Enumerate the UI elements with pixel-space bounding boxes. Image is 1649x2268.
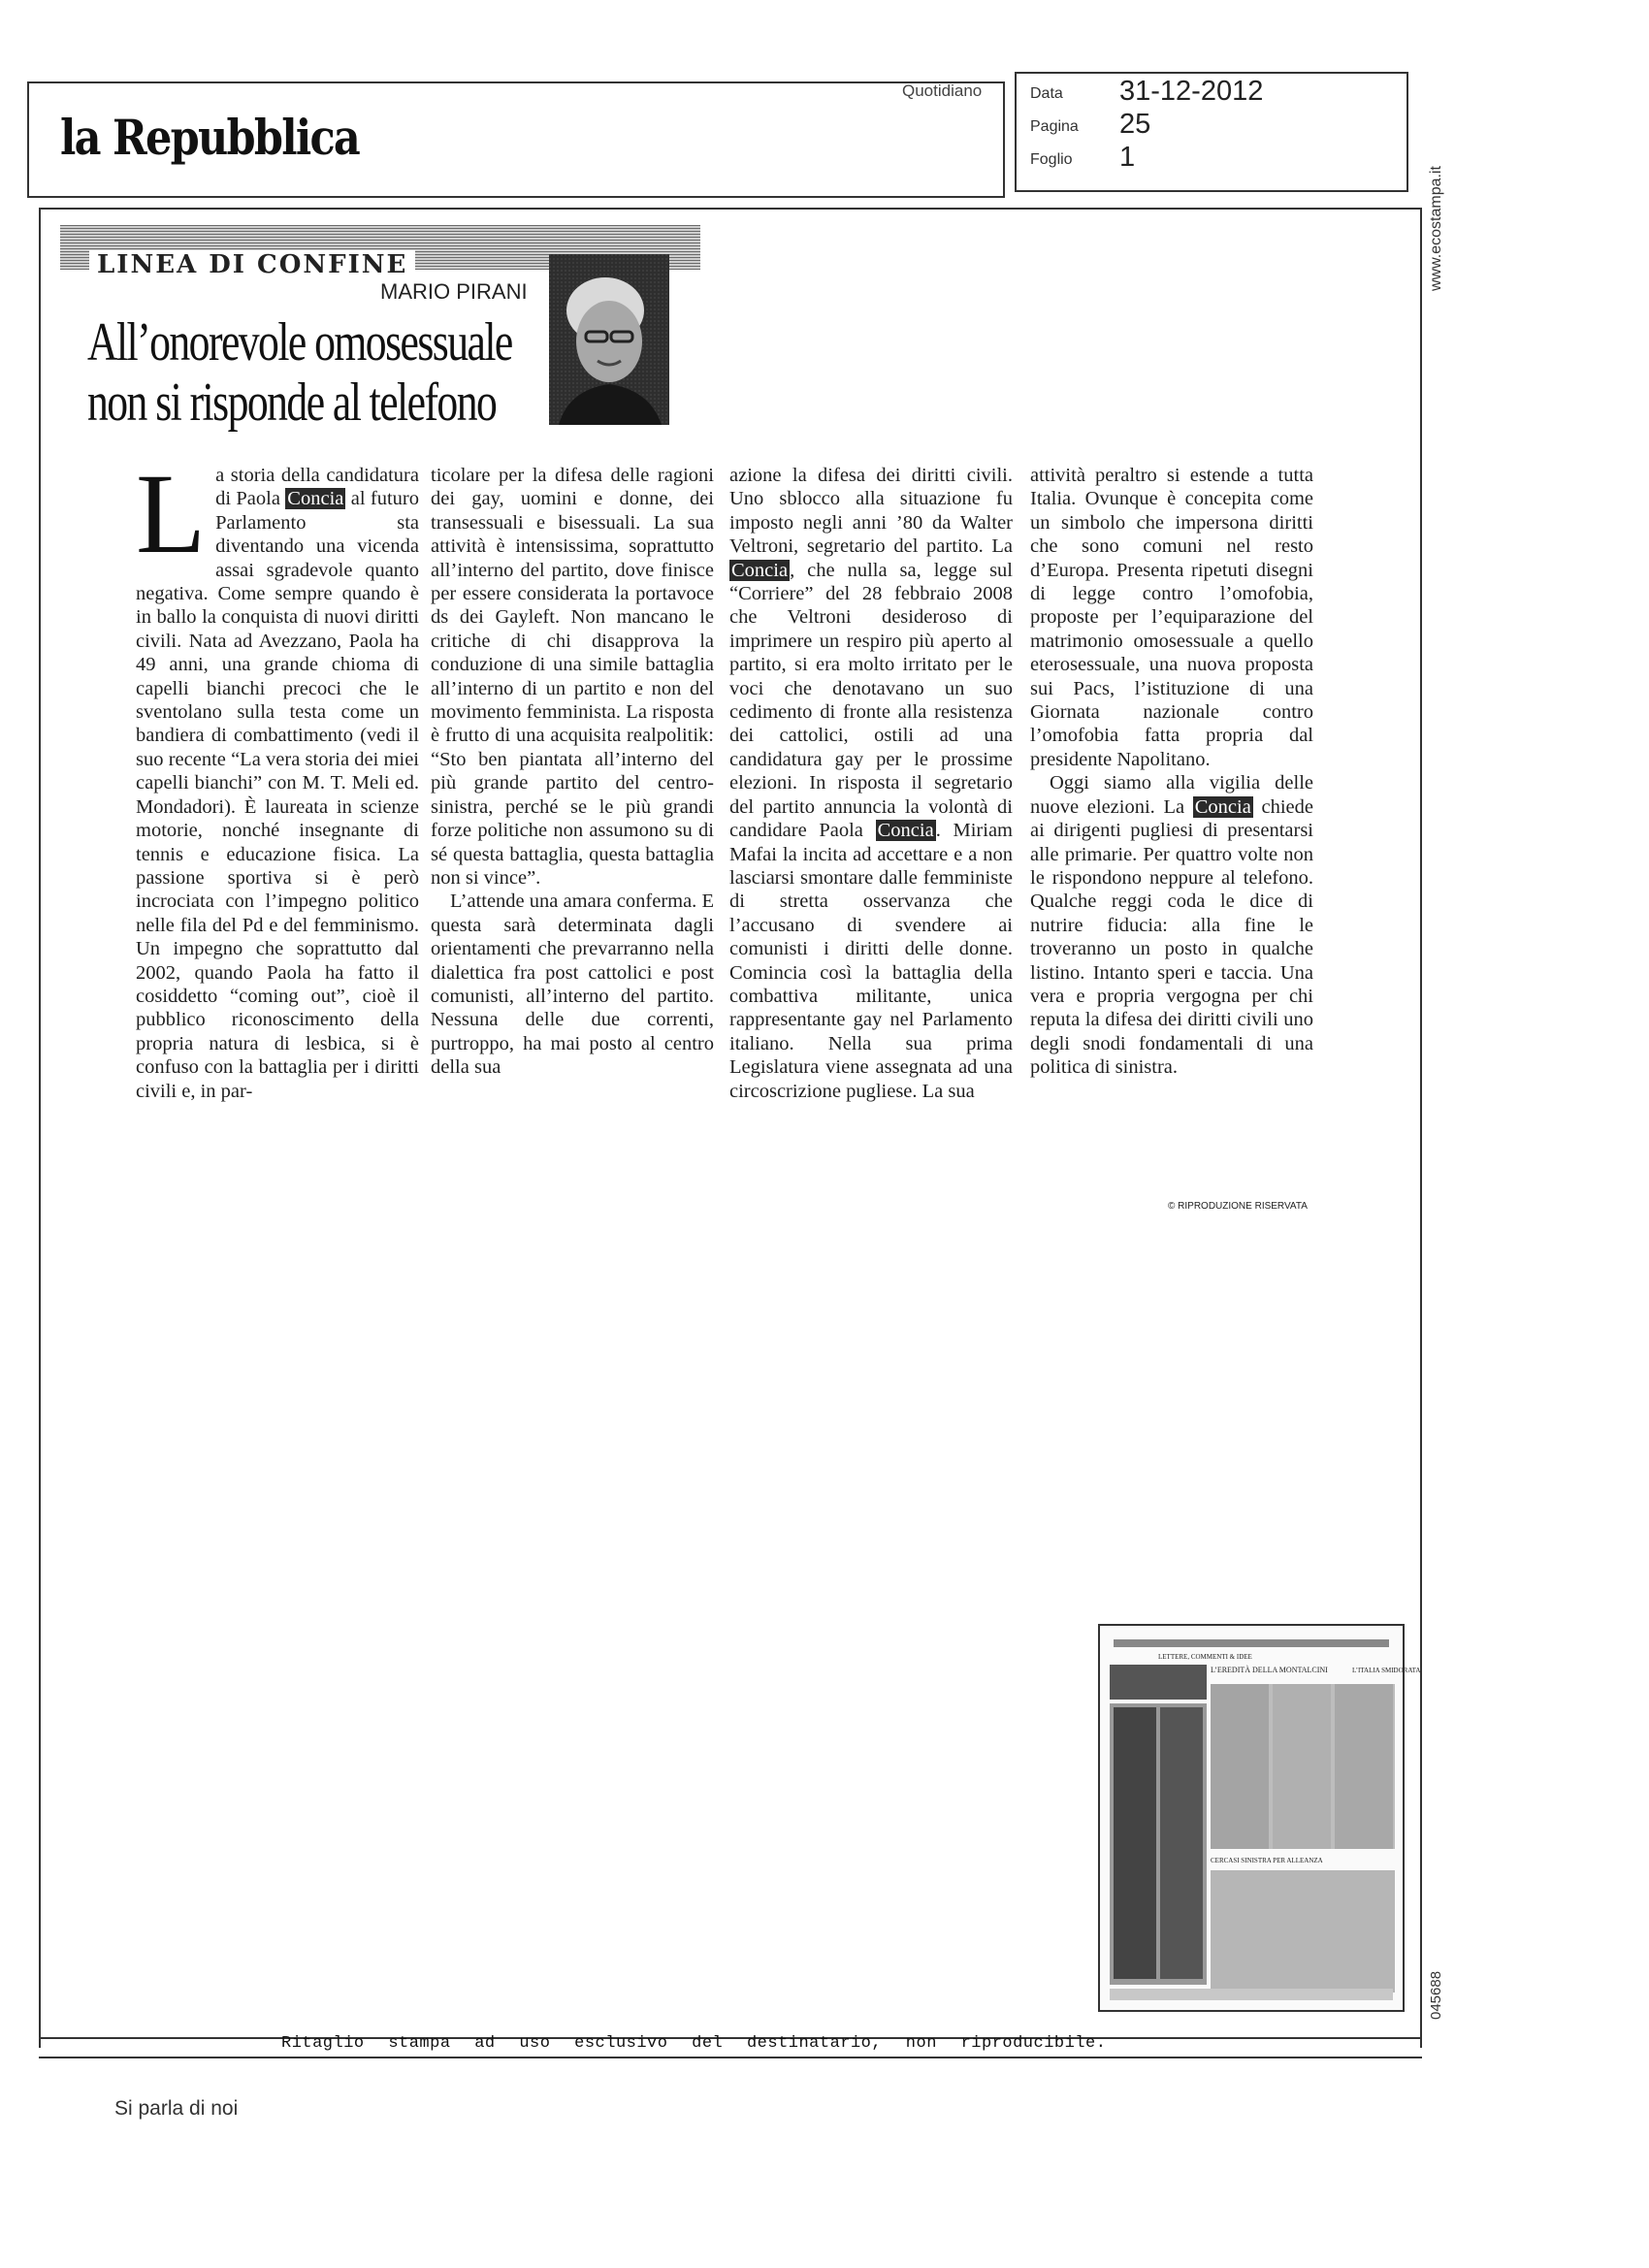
article-column-3: [729, 464, 1013, 1103]
thumbnail-headline-b: L’ITALIA SMIDORATA: [1352, 1667, 1421, 1674]
paragraph: La storia della candidatura di Paola Concia al futuro Parlamento sta diventando una vicenda assai sgradevole quanto negativa. Come sempre quando è in ballo la conquista di nuovi diritti civili. Nata ad Avezzano, Paola ha 49 anni, una grande chioma di capelli bianchi precoci che le sventolano sulla testa come un bandiera di combattimento (vedi il suo recente “La vera storia dei miei capelli bianchi” con M. T. Meli ed. Mondadori). È laureata in scienze motorie, nonché insegnante di tennis e educazione fisica. La passione sportiva si è però incrociata con l’impegno politico nelle fila del Pd e del femminismo. Un impegno che soprattutto dal 2002, quando Paola ha fatto il cosiddetto “coming out”, cioè il pubblico riconoscimento della propria natura di lesbica, si è confuso con la battaglia per i diritti civili e, in par-: [136, 450, 419, 1102]
publication-type: Quotidiano: [902, 81, 983, 100]
thumbnail-headline-c: CERCASI SINISTRA PER ALLEANZA: [1211, 1857, 1323, 1864]
paragraph: ticolare per la difesa delle ragioni dei gay, uomini e donne, dei transessuali e bisessuali. La sua attività è intensissima, soprattutto all’interno del partito, dove finisce per essere considerata la portavoce ds dei Gayleft. Non mancano le critiche di chi disapprova la conduzione di una simile battaglia all’interno di un partito e non del movimento femminista. La risposta è frutto di una acquisita realpolitik: “Sto ben piantata all’interno del più grande partito del centro-sinistra, perché se le più grandi forze politiche non assumono su di sé questa battaglia, questa battaglia non si vince”.: [431, 465, 714, 889]
thumbnail-headline-a: L’EREDITÀ DELLA MONTALCINI: [1211, 1666, 1328, 1674]
foglio-label: Foglio: [1030, 151, 1073, 168]
newspaper-masthead: la Repubblica: [60, 109, 360, 166]
drop-cap: L: [136, 450, 207, 577]
thumbnail-page-image: [1100, 1626, 1421, 2010]
article-column-4: [1030, 464, 1313, 1080]
rubric-title: LINEA DI CONFINE: [89, 250, 415, 279]
author-portrait: [549, 254, 669, 425]
side-url: www.ecostampa.it: [1428, 166, 1444, 291]
thumbnail-section-label: LETTERE, COMMENTI & IDEE: [1158, 1653, 1252, 1661]
highlighted-name: Concia: [877, 820, 934, 842]
highlighted-name: Concia: [1194, 795, 1251, 818]
headline: [87, 312, 512, 433]
article-column-1: [136, 450, 419, 1103]
pagina-label: Pagina: [1030, 118, 1079, 135]
author-name: MARIO PIRANI: [380, 279, 528, 304]
foglio-value: 1: [1119, 142, 1136, 173]
paragraph: Oggi siamo alla vigilia delle nuove elezioni. La Concia chiede ai dirigenti pugliesi di presentarsi alle primarie. Per quattro volte non le rispondono neppure al telefono. Qualche reggi coda le dice di nutrire fiducia: alla fine le troveranno un posto in qualche listino. Intanto speri e taccia. Una vera e propria vergogna per chi reputa la difesa dei diritti civili uno degli snodi fondamentali di una politica di sinistra.: [1030, 772, 1313, 1079]
headline-line-2: non si risponde al telefono: [87, 373, 497, 433]
article-column-2: [431, 464, 714, 1080]
page-thumbnail: [1098, 1624, 1421, 2012]
clip-notice: Ritaglio stampa ad uso esclusivo del destinatario, non riproducibile.: [281, 2034, 1107, 2053]
highlighted-name: Concia: [731, 559, 789, 581]
highlighted-name: Concia: [287, 488, 344, 510]
copyright-notice: © RIPRODUZIONE RISERVATA: [1168, 1201, 1308, 1212]
headline-line-1: All’onorevole omosessuale: [87, 312, 512, 373]
pagina-value: 25: [1119, 109, 1151, 140]
footer-label: Si parla di noi: [114, 2097, 239, 2120]
side-code: 045688: [1428, 1970, 1444, 2020]
paragraph: L’attende una amara conferma. E questa sarà determinata dagli orientamenti che prevarranno nella dialettica fra post cattolici e post comunisti, all’interno del partito. Nessuna delle due correnti, purtroppo, ha mai posto al centro della sua: [431, 891, 714, 1079]
data-value: 31-12-2012: [1119, 76, 1264, 107]
data-label: Data: [1030, 85, 1063, 102]
portrait-image: [549, 254, 669, 425]
paragraph: attività peraltro si estende a tutta Italia. Ovunque è concepita come un simbolo che impersona diritti che sono comuni nel resto d’Europa. Presenta ripetuti disegni di legge contro l’omofobia, proposte per l’equiparazione del matrimonio omosessuale a quello eterosessuale, una nuova proposta sui Pacs, l’istituzione di una Giornata nazionale contro l’omofobia fatta propria dal presidente Napolitano.: [1030, 465, 1313, 770]
paragraph: azione la difesa dei diritti civili. Uno sblocco alla situazione fu imposto negli anni ’80 da Walter Veltroni, segretario del partito. La Concia, che nulla sa, legge sul “Corriere” del 28 febbraio 2008 che Veltroni desideroso di imprimere un respiro più aperto al partito, si era molto irritato per le voci che denotavano un suo cedimento di fronte alla resistenza dei cattolici, ostili ad una candidatura gay per le prossime elezioni. In risposta il segretario del partito annuncia la volontà di candidare Paola Concia. Miriam Mafai la incita ad accettare e a non lasciarsi smontare dalle femministe di stretta osservanza che l’accusano di svendere ai comunisti i diritti delle donne. Comincia così la battaglia della combattiva militante, unica rappresentante gay nel Parlamento italiano. Nella sua prima Legislatura viene assegnata ad una circoscrizione pugliese. La sua: [729, 465, 1013, 1102]
